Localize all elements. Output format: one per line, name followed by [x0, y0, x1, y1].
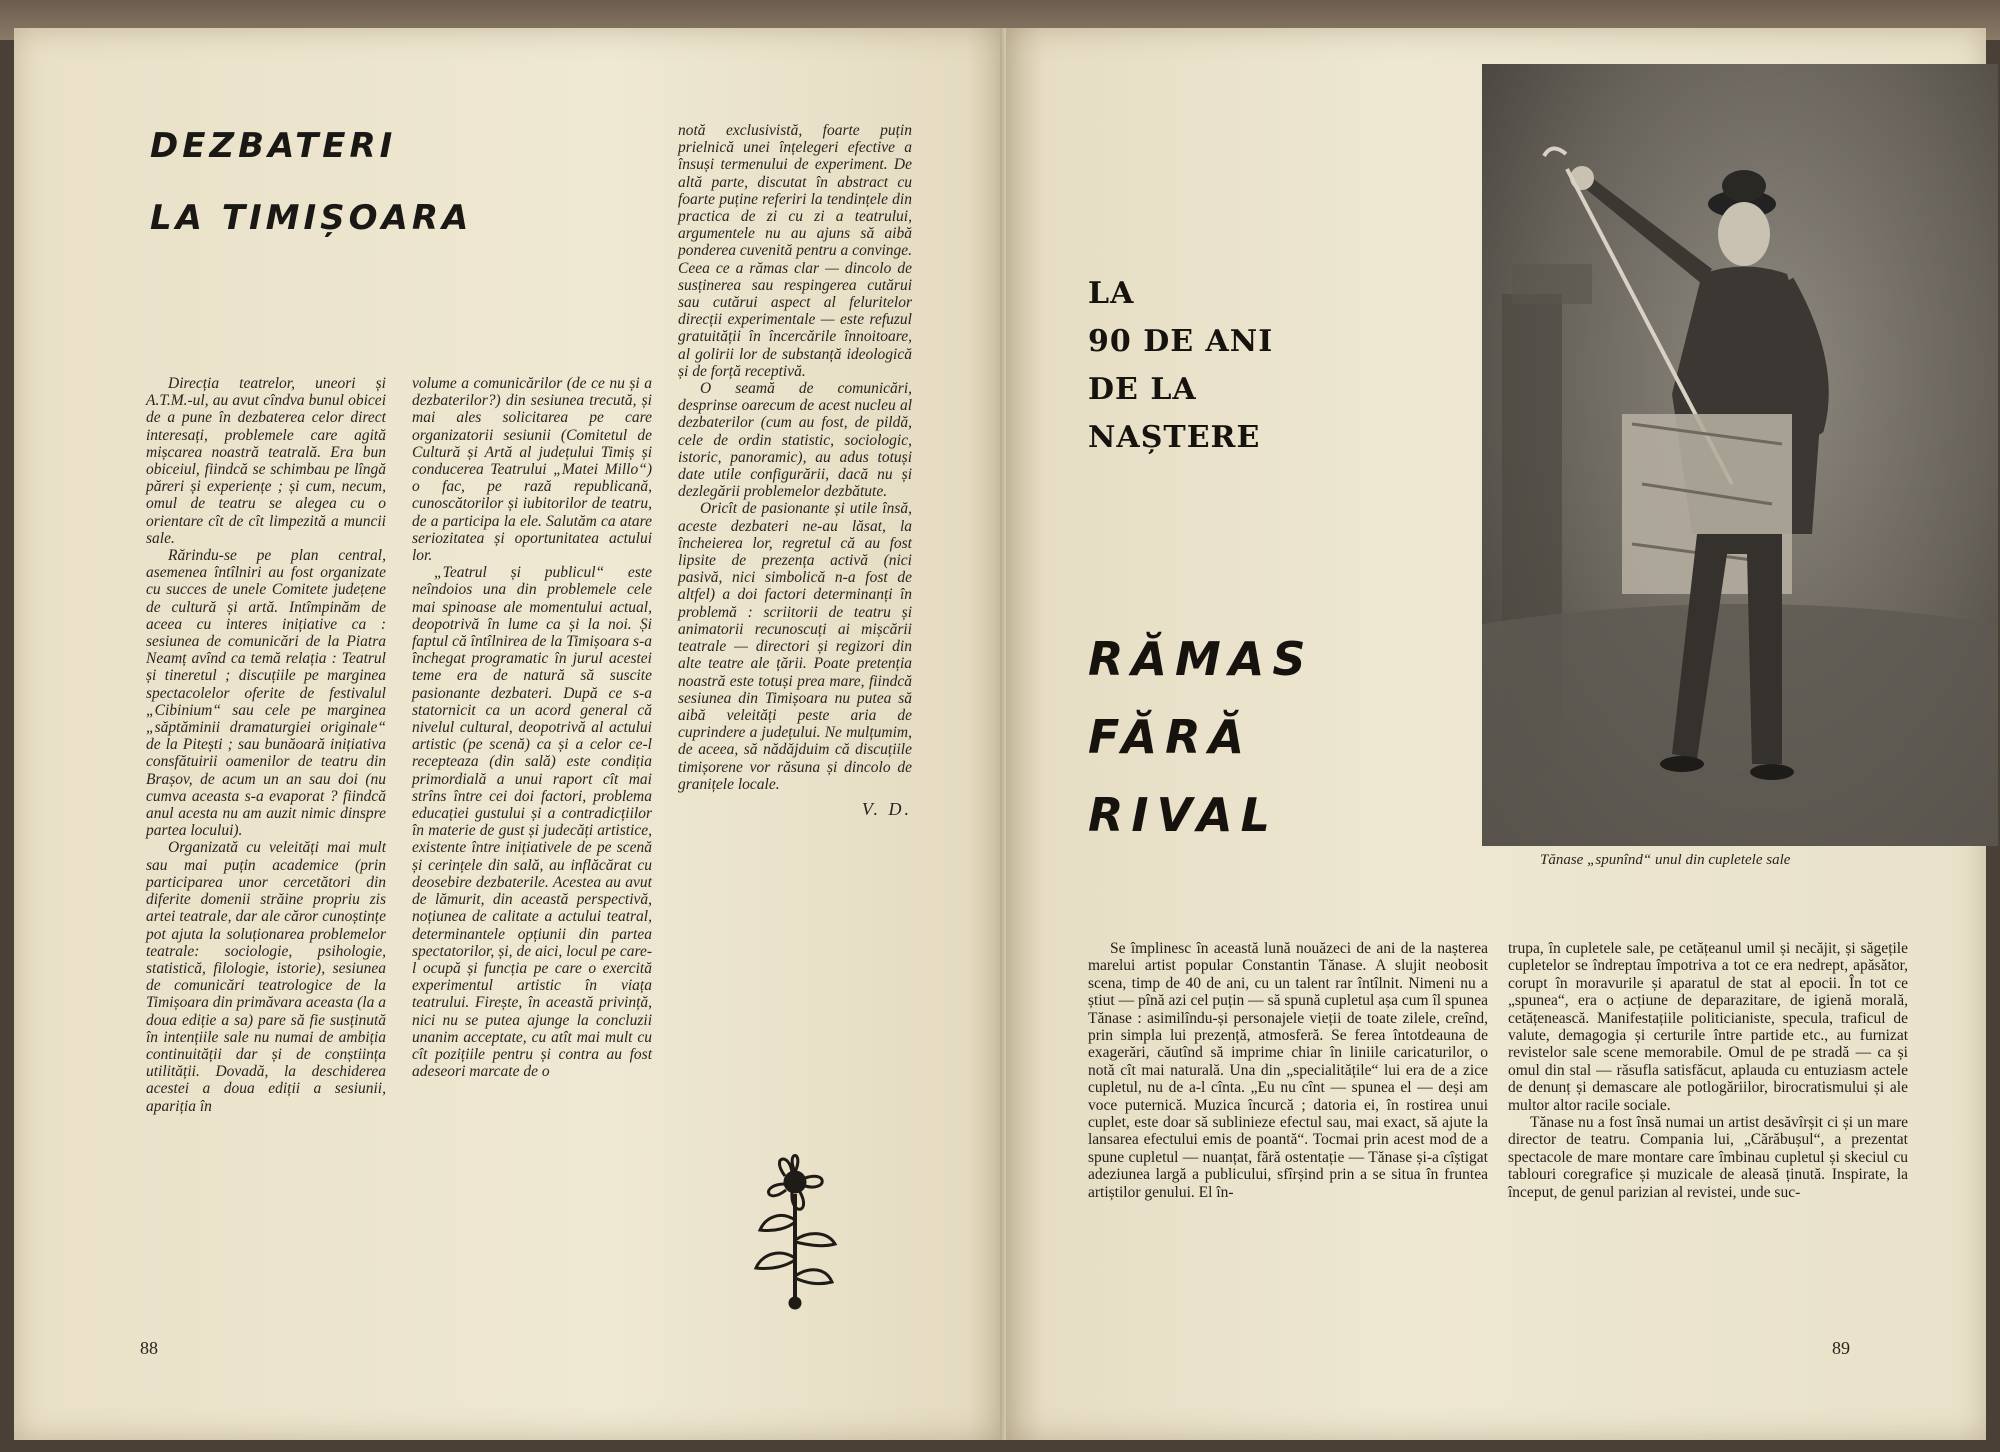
article-title	[150, 110, 472, 254]
anniversary-heading	[1088, 270, 1273, 462]
paragraph: volume a comunicărilor (de ce nu și a dezbaterilor?) din sesiunea trecută, și mai ales solicitarea pe care organizatorii sesiunii (Comitetul de Cultură și Artă al județului Timiș și conducerea Teatrului „Matei Millo“) o fac, pe rază republicană, cunoscătorilor și iubitorilor de teatru, de a participa la ele. Salutăm ca atare seriozitatea și oportunitatea actului lor.	[412, 375, 652, 565]
paragraph: Tănase nu a fost însă numai un artist desăvîrșit ci și un mare director de teatru. Compania lui, „Cărăbușul“, a prezentat spectacole de mare montare care îmbinau cupletul și skeciul cu tablouri coregrafice și muzicale de aleasă ținută. Inspirate, la început, de genul parizian al revistei, unde suc-	[1508, 1114, 1908, 1201]
anniversary-line: LA	[1088, 276, 1135, 311]
page-number-right: 89	[1832, 1338, 1850, 1358]
paragraph: trupa, în cupletele sale, pe cetățeanul umil și necăjit, și săgețile cupletelor se îndreptau împotriva a tot ce era nedrept, apăsător, corupt în moravurile și aparatul de stat al epocii. În tot ce „spunea“, era o acțiune de deparazitare, de igienă morală, cetățenească. Manifestațiile politicianiste, specula, traficul de valute, demagogia și certurile între partide etc., au furnizat revistelor sale scene memorabile. Omul de pe stradă — ca și omul din stal — răsufla satisfăcut, aplauda cu entuziasm actele de denunț și demascare ale potlogăriilor, birocratismului și ale multor altor racile sociale.	[1508, 940, 1908, 1114]
paragraph: O seamă de comunicări, desprinse oarecum de acest nucleu al dezbaterilor (cum au fost, de pildă, cele de ordin statistic, sociologic, istoric, panoramic), au adus totuși date utile configurării, dacă nu și dezlegării problemelor dezbătute.	[678, 380, 912, 501]
paragraph: notă exclusivistă, foarte puțin prielnică unei înțelegeri efective a însuși termenului de experiment. De altă parte, discutat în abstract cu foarte puține referiri la tendințele din practica de zi cu zi a teatrului, argumentele nu au ajuns să aibă ponderea cuvenită pentru a convinge. Ceea ce a rămas clar — dincolo de susținerea sau respingerea cutărui sau cutărui aspect al feluritelor direcții experimentale — este refuzul gratuității în încercările înnoitoare, al golirii lor de substanță ideologică și de forță receptivă.	[678, 122, 913, 380]
feature-title-line: RĂMAS	[1088, 632, 1314, 686]
anniversary-line: DE LA	[1088, 372, 1197, 407]
performer-silhouette-icon	[1482, 64, 1998, 846]
anniversary-line: NAȘTERE	[1088, 420, 1261, 455]
left-column-1	[146, 375, 386, 1115]
paragraph: Organizată cu veleități mai mult sau mai puțin academice (prin participarea unor cercetători din diferite domenii străine propriu zis artei teatrale, dar ale căror cunoștințe pot ajuta la soluționarea problemelor teatrale: sociologie, psihologie, statistică, filologie, istorie), sesiunea de comunicări teatrologice de la Timișoara din primăvara aceasta (la a doua ediție a sa) pare să fie susținută în intențiile sale nu numai de ambiția continuității dar și de conștiința utilității. Dovadă, la deschiderea acestei a doua ediții a sesiunii, apariția în	[146, 839, 386, 1115]
feature-title-line: RIVAL	[1088, 788, 1278, 842]
feature-title	[1088, 620, 1314, 854]
paragraph: Rărindu-se pe plan central, asemenea întîlniri au fost organizate cu succes de unele Comitete județene de cultură și artă. Intîmpinăm de aceea cu interes inițiative ca : sesiunea de comunicări de la Piatra Neamț avînd ca temă relația : Teatrul și tineretul ; discuțiile pe marginea spectacolelor oferite de festivalul „Cibinium“ sau cele pe marginea „săptăminii dramaturgiei originale“ de la Pitești ; sau bunăoară inițiativa consfătuirii oamenilor de teatru din Brașov, de acum un an sau doi (nu cumva aceasta s-a evaporat ? fiindcă anul acesta nu am auzit nimic dinspre partea locului).	[146, 547, 386, 840]
left-column-3	[678, 122, 912, 818]
page-number-left: 88	[140, 1338, 158, 1358]
paragraph: Direcția teatrelor, uneori și A.T.M.-ul, au avut cîndva bunul obicei de a pune în dezbaterea celor direct interesați, problemele care agită mișcarea noastră teatrală. Era bun obiceiul, fiindcă se schimbau pe lîngă păreri și experiențe ; și cum, necum, omul de teatru se alegea cu o orientare cît de cît limpezită a muncii sale.	[146, 375, 386, 547]
photo-caption: Tănase „spunînd“ unul din cupletele sale	[1540, 852, 1791, 868]
anniversary-line: 90 DE ANI	[1088, 324, 1274, 359]
right-column-2	[1508, 940, 1908, 1201]
author-signature: V. D.	[861, 798, 912, 819]
left-column-2	[412, 375, 652, 1080]
right-column-1	[1088, 940, 1488, 1201]
feature-title-line: FĂRĂ	[1088, 710, 1253, 764]
paragraph: Se împlinesc în această lună nouăzeci de ani de la nașterea marelui artist popular Constantin Tănase. A slujit neobosit scena, timp de 40 de ani, cu un talent rar întîlnit. Nimeni nu a știut — pînă azi cel puțin — să spună cupletul așa cum îl spunea Tănase : asimilîndu-și personajele vieții de toate zilele, creînd, prin simpla lui prezență, atmosferă. Se ferea întotdeauna de exagerări, căutînd să imprime chiar în liniile caricaturilor, o notă cît mai naturală. Una din „specialitățile“ lui era de a zice cupletul, nu de a-l cînta. „Eu nu cînt — spunea el — deși am voce puternică. Muzica încurcă ; datoria ei, în rostirea unui cuplet, este doar să sublinieze efectul sau, mai exact, să ajute la lansarea efectului emis de poantă“. Tocmai prin acest mod de a spune cupletul — nuanțat, fără ostentație — Tănase și-a cîștigat adeziunea largă a publicului, sfîrșind prin a se situa în fruntea artiștilor genului. El în-	[1088, 940, 1488, 1201]
performer-photo	[1482, 64, 1998, 846]
article-title-line-1: DEZBATERI	[150, 126, 397, 166]
paragraph: Oricît de pasionante și utile însă, aceste dezbateri ne-au lăsat, la încheierea lor, regretul că au fost lipsite de prezența activă (nici pasivă, nici simbolică n-a fost de altfel) a doi factori determinanți în problemă : scriitorii de teatru și animatorii recunoscuți ai mișcării teatrale — directori și regizori din alte teatre ale țării. Poate pretenția noastră este totuși prea mare, fiindcă sesiunea din Timișoara nu putea să aibă veleități peste aria de cuprindere a județului. Ne mulțumim, de aceea, să nădăjduim că discuțiile timișorene vor răsuna și dincolo de granițele locale.	[678, 500, 912, 793]
article-title-line-2: LA TIMIȘOARA	[150, 198, 473, 238]
flower-ornament-icon	[740, 1140, 850, 1310]
paragraph: „Teatrul și publicul“ este neîndoios una din problemele cele mai spinoase ale momentului actual, deopotrivă în lume ca și la noi. Și faptul că întîlnirea de la Timișoara s-a închegat programatic în jurul acestei teme era de natură să suscite pasionante dezbateri. După ce s-a statornicit ca un acord general că nivelul cultural, deopotrivă al actului artistic (pe scenă) ca și a celor ce-l recepteaza (din sală) este condiția primordială a unui raport cît mai strîns între cei doi factori, problema educației gustului și a contradicțiilor în materie de gust și judecăți artistice, existente între inițiativele de pe scenă și cerințele din sală, au inflăcărat cu deosebire dezbaterile. Acestea au avut de lămurit, din această perspectivă, noțiunea de calitate a actului teatral, determinantele opțiunii din partea spectatorilor, și, de aici, locul pe care-l ocupă și funcția pe care o exercită experimentul artistic în viața teatrului. Firește, în această privință, nici nu se putea ajunge la concluzii unanim acceptate, cu atît mai mult cu cît pozițiile pentru și contra au fost adeseori marcate de o	[412, 564, 652, 1081]
